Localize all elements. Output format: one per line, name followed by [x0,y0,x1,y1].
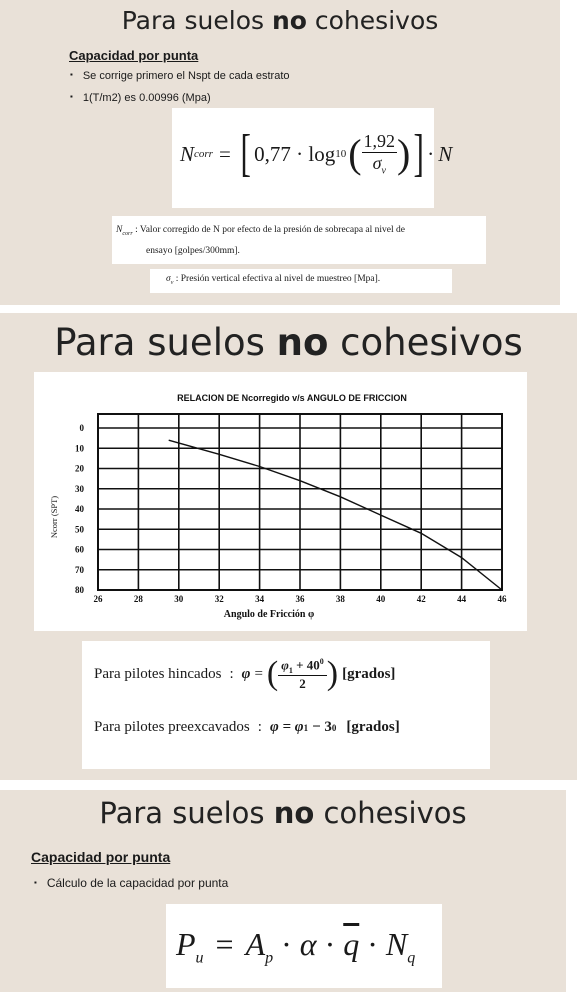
unit-2: [grados] [346,719,400,735]
fraction-num: 1,92 [363,131,396,152]
pu-formula-box [166,904,442,988]
y-tick-label: 0 [79,423,84,433]
formula-tail: · N [427,141,453,166]
ap-symbol: A [245,926,266,962]
formula-hincados [94,657,395,692]
fraction [362,131,398,177]
definition-box-2 [150,269,452,293]
dot: · [281,926,292,962]
dot: · [367,926,378,962]
title-text: Para suelos [121,6,272,35]
y-tick-label: 30 [75,483,84,494]
num-sup: 0 [319,657,324,666]
chart-ticks [75,423,507,604]
x-tick-label: 32 [214,594,224,604]
y-tick-label: 10 [75,443,84,454]
x-tick-label: 44 [457,594,467,604]
bullet-2: ▪ 1(T/m2) es 0.00996 (Mpa) [70,92,211,104]
fraction-num [278,657,327,676]
y-tick-label: 70 [75,564,84,575]
ncorr-formula [180,125,453,182]
slide-1 [0,0,560,305]
paren-close: ) [326,655,339,693]
title-bold: no [273,796,315,830]
def2-symbol: σ [166,274,171,284]
num-tail: + 40 [296,657,320,673]
slide-2 [0,313,577,780]
ap-sub: p [265,949,274,967]
chart-xlabel: Angulo de Fricción φ [223,609,315,620]
title-text: Para suelos [99,796,274,830]
qbar-symbol: $\overline{q}$ [343,926,360,962]
equals: = [218,141,231,166]
x-tick-label: 42 [416,594,426,604]
fraction [278,657,327,692]
definition-1 [116,222,405,260]
chart-title: RELACION DE Ncorregido v/s ANGULO DE FRICCION [177,393,407,403]
definition-2 [166,274,380,286]
slide-2-title [0,321,577,364]
sigma-symbol: σ [372,153,382,174]
dot: · [324,926,336,962]
friction-formula-box [82,641,490,769]
bullet-1: ▪ Se corrige primero el Nspt de cada estrato [70,70,290,82]
phi-expr: φ = φ [269,719,304,735]
y-tick-label: 20 [75,463,84,474]
fraction-den [373,153,386,177]
equals: = [215,926,234,962]
slide-1-subtitle: Capacidad por punta [69,48,199,63]
slide-3-title [0,796,566,830]
nq-symbol: N [385,926,408,962]
def2-sub: v [170,279,174,286]
chart-box [34,372,527,631]
hincados-label: Para pilotes hincados [94,665,222,682]
paren-open: ( [266,655,279,693]
title-text-end: cohesivos [314,796,467,830]
phi-sub: 1 [303,723,309,733]
def2-text: : Presión vertical efectiva al nivel de muestreo [Mpa]. [175,274,381,284]
y-tick-label: 80 [75,585,84,595]
title-bold: no [276,321,329,364]
ncorr-formula-box [172,108,453,208]
fraction-den: 2 [299,675,306,691]
y-tick-label: 40 [75,504,84,514]
phi-lhs: φ [241,665,251,682]
alpha-symbol: α [299,926,317,962]
def1-sub: corr [122,230,133,237]
def1-text-2: ensayo [golpes/300mm]. [146,245,240,256]
big-bracket-open: [ [240,125,251,182]
definition-box-1 [112,216,486,264]
x-tick-label: 26 [93,594,103,604]
phi-symbol: φ [281,657,289,673]
colon: : [229,665,234,682]
chart-grid [98,414,502,590]
x-tick-label: 40 [376,594,386,604]
pu-sub: u [195,949,204,967]
formula-coef: 0,77 · log [254,141,336,166]
slide-1-title [0,6,560,35]
big-bracket-close: ] [413,125,425,182]
bullet-3: ▪ Cálculo de la capacidad por punta [34,876,228,890]
x-tick-label: 38 [335,594,345,604]
formula-log-sub: 10 [335,148,347,160]
colon: : [257,719,262,735]
pu-formula [176,926,415,967]
x-tick-label: 30 [174,594,184,604]
expr-sup: 0 [331,723,337,733]
slide-3 [0,790,566,992]
title-text-end: cohesivos [328,321,523,364]
x-tick-label: 46 [497,594,507,604]
phi-sub: 1 [288,665,293,675]
formula-preexcavados [94,719,400,736]
x-tick-label: 28 [133,594,143,604]
paren-open: ( [348,131,362,176]
y-tick-label: 60 [75,544,84,555]
def1-symbol: N [116,225,123,235]
pu-symbol: P [176,926,196,962]
x-tick-label: 36 [295,594,305,604]
slide-3-subtitle: Capacidad por punta [31,849,171,865]
chart-ylabel: Ncorr (SPT) [49,495,59,539]
nq-sub: q [407,949,416,967]
title-bold: no [271,6,307,35]
x-tick-label: 34 [255,594,265,604]
expr-tail: − 3 [312,719,332,735]
equals: = [254,665,263,682]
y-tick-label: 50 [75,524,84,535]
formula-lhs: N [180,141,195,166]
paren-close: ) [397,131,411,176]
sigma-sub: v [381,165,386,177]
title-text-end: cohesivos [306,6,439,35]
unit-1: [grados] [342,665,396,682]
title-text: Para suelos [54,321,277,364]
ncorr-friction-chart [34,372,527,631]
preexcavados-label: Para pilotes preexcavados [94,719,250,735]
def1-text: : Valor corregido de N por efecto de la presión de sobrecapa al nivel de [135,225,406,235]
formula-lhs-sub: corr [194,148,213,160]
